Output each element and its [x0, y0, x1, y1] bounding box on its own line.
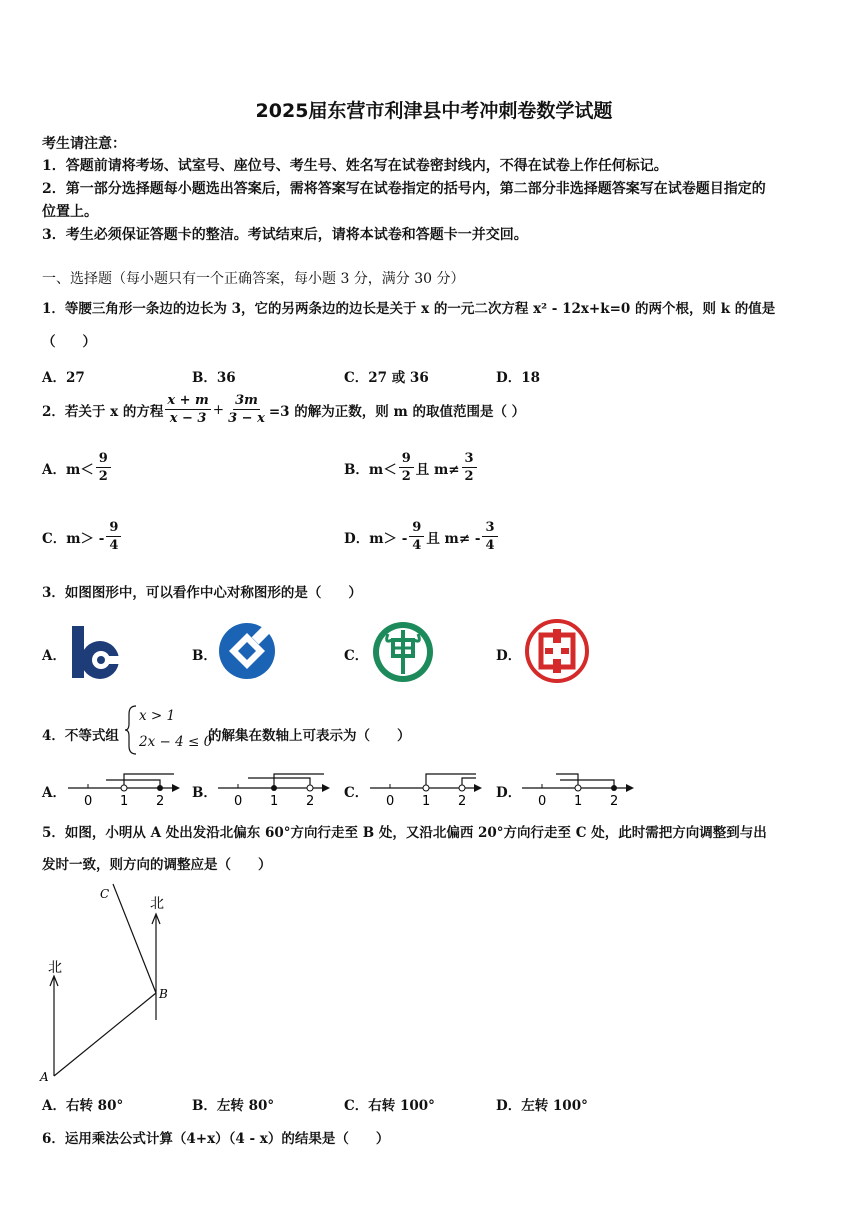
q2-a-label: A．m＜ — [42, 461, 94, 478]
tick-0: 0 — [234, 794, 243, 809]
north-label-b: 北 — [150, 896, 164, 912]
q2-option-c — [42, 519, 123, 554]
point-c-label: C — [100, 887, 110, 901]
q2-b-fraction-2 — [462, 450, 477, 485]
logo-a-icon — [68, 622, 128, 682]
denominator: 4 — [109, 538, 119, 553]
q2-option-a — [42, 450, 113, 485]
q2-c-fraction — [106, 519, 121, 554]
q3-option-c-label: C． — [344, 648, 369, 664]
tick-1: 1 — [574, 794, 583, 809]
logo-d-icon — [525, 619, 589, 683]
q2-f1-numerator: x + m — [167, 393, 209, 408]
q2-d-fraction-1 — [409, 519, 424, 554]
denominator: 2 — [401, 469, 411, 484]
q4-numline-c — [368, 766, 484, 810]
numerator: 9 — [96, 450, 111, 468]
tick-0: 0 — [84, 794, 93, 809]
q2-fraction-2 — [226, 392, 267, 427]
q2-b-label: B．m＜ — [344, 461, 397, 478]
notice-item: 1．答题前请将考场、试室号、座位号、考生号、姓名写在试卷密封线内，不得在试卷上作任何标记。 — [42, 158, 668, 174]
q4-option-b-label: B． — [192, 785, 217, 801]
question-5-text-2: 发时一致，则方向的调整应是（ ） — [42, 857, 272, 873]
tick-1: 1 — [270, 794, 279, 809]
q2-f2-denominator: 3 − x — [228, 411, 265, 426]
q2-plus: + — [212, 401, 225, 418]
q4-inequality-2: 2x − 4 ≤ 0 — [139, 734, 213, 750]
question-5-text: 5．如图，小明从 A 处出发沿北偏东 60°方向行走至 B 处，又沿北偏西 20°方向行走至 C 处，此时需把方向调整到与出 — [42, 825, 767, 841]
q3-option-d-label: D． — [496, 648, 522, 664]
denominator: 4 — [485, 538, 495, 553]
q2-prefix: 2．若关于 x 的方程 — [42, 403, 164, 420]
question-1-text: 1．等腰三角形一条边的边长为 3，它的另两条边的边长是关于 x 的一元二次方程 x² - 12x+k=0 的两个根，则 k 的值是 — [42, 301, 776, 317]
question-6-text: 6．运用乘法公式计算（4+x）（4 - x）的结果是（ ） — [42, 1131, 390, 1147]
q5-option-a: A．右转 80° — [42, 1098, 124, 1114]
tick-0: 0 — [386, 794, 395, 809]
q4-numline-a — [66, 766, 182, 810]
numerator: 9 — [106, 519, 121, 537]
notice-item: 2．第一部分选择题每小题选出答案后，需将答案写在试卷指定的括号内，第二部分非选择题答案写在试卷题目指定的 — [42, 181, 766, 197]
q1-option-a: A．27 — [42, 370, 85, 386]
point-b-label: B — [159, 987, 168, 1001]
q5-option-c: C．右转 100° — [344, 1098, 435, 1114]
notice-item: 3．考生必须保证答题卡的整洁。考试结束后，请将本试卷和答题卡一并交回。 — [42, 227, 528, 243]
north-label-a: 北 — [48, 960, 62, 976]
q5-option-d: D．左转 100° — [496, 1098, 588, 1114]
tick-2: 2 — [306, 794, 315, 809]
tick-2: 2 — [610, 794, 619, 809]
q1-option-c: C．27 或 36 — [344, 370, 429, 386]
denominator: 2 — [98, 469, 108, 484]
tick-0: 0 — [538, 794, 547, 809]
logo-c-icon — [370, 620, 436, 684]
q4-option-d-label: D． — [496, 785, 522, 801]
q2-d-label: D．m＞ - — [344, 530, 408, 547]
page-title: 2025届东营市利津县中考冲刺卷数学试题 — [255, 100, 613, 122]
q2-b-fraction-1 — [399, 450, 414, 485]
notice-heading: 考生请注意： — [42, 136, 126, 152]
q2-c-label: C．m＞ - — [42, 530, 105, 547]
q1-option-b: B．36 — [192, 370, 236, 386]
q2-b-mid: 且 m≠ — [415, 461, 460, 478]
q4-inequality-1: x > 1 — [139, 708, 176, 724]
tick-1: 1 — [422, 794, 431, 809]
denominator: 2 — [464, 469, 474, 484]
question-4-prefix: 4．不等式组 — [42, 728, 119, 744]
q5-direction-diagram — [36, 880, 186, 1086]
q4-numline-d — [520, 766, 636, 810]
q4-option-a-label: A． — [42, 785, 66, 801]
tick-2: 2 — [458, 794, 467, 809]
q2-f1-denominator: x − 3 — [169, 411, 207, 426]
brace-icon — [124, 704, 138, 756]
question-3-text: 3．如图图形中，可以看作中心对称图形的是（ ） — [42, 585, 362, 601]
section-heading: 一、选择题（每小题只有一个正确答案，每小题 3 分，满分 30 分） — [42, 271, 465, 287]
notice-item: 位置上。 — [42, 204, 98, 220]
q2-a-fraction — [96, 450, 111, 485]
q2-fraction-1 — [165, 392, 210, 427]
q5-option-b: B．左转 80° — [192, 1098, 275, 1114]
question-4-suffix: 的解集在数轴上可表示为（ ） — [208, 728, 411, 744]
point-a-label: A — [40, 1070, 49, 1084]
q2-d-mid: 且 m≠ - — [426, 530, 481, 547]
q1-option-d: D．18 — [496, 370, 540, 386]
question-1-blank: （ ） — [42, 334, 96, 350]
tick-2: 2 — [156, 794, 165, 809]
q3-option-a-label: A． — [42, 648, 66, 664]
q4-option-c-label: C． — [344, 785, 369, 801]
logo-b-icon — [218, 620, 276, 682]
q2-option-b — [344, 450, 479, 485]
q3-option-b-label: B． — [192, 648, 217, 664]
numerator: 9 — [409, 519, 424, 537]
numerator: 3 — [482, 519, 497, 537]
question-2-text — [42, 392, 525, 427]
denominator: 4 — [412, 538, 422, 553]
q2-option-d — [344, 519, 500, 554]
q2-d-fraction-2 — [482, 519, 497, 554]
q2-suffix: =3 的解为正数，则 m 的取值范围是（ ） — [268, 403, 526, 420]
numerator: 9 — [399, 450, 414, 468]
tick-1: 1 — [120, 794, 129, 809]
q4-numline-b — [216, 766, 332, 810]
q2-f2-numerator: 3m — [235, 393, 258, 408]
numerator: 3 — [462, 450, 477, 468]
